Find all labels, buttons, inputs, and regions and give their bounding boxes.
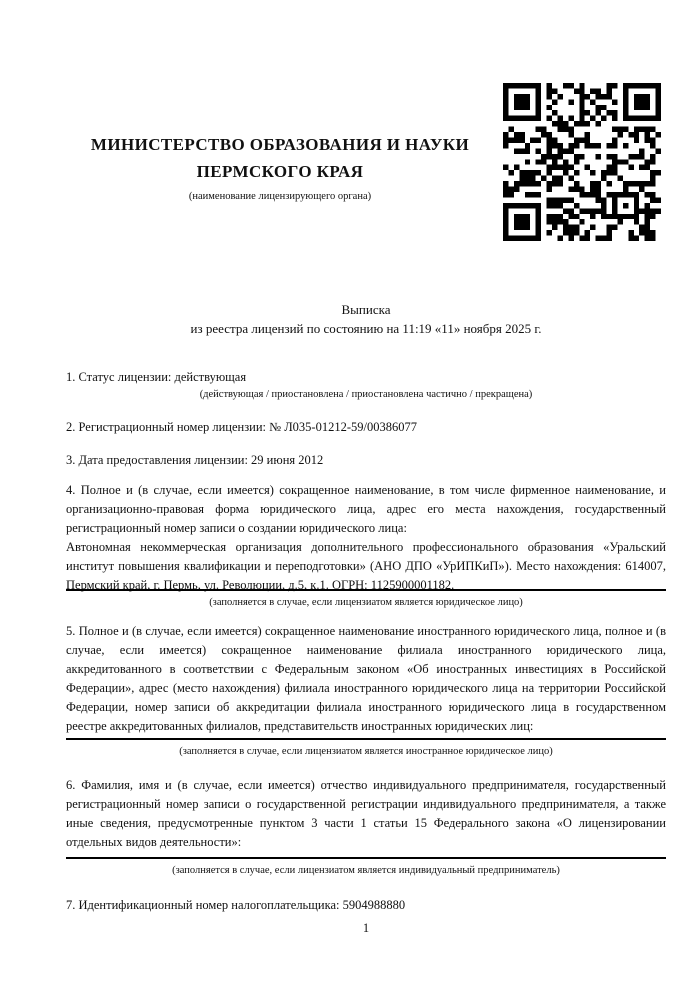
taxpayer-id-line: 7. Идентификационный номер налогоплательщика: 5904988880: [66, 898, 406, 912]
ministry-name-line1: МИНИСТЕРСТВО ОБРАЗОВАНИЯ И НАУКИ: [90, 135, 470, 154]
foreign-entity-question: 5. Полное и (в случае, если имеется) сокращенное наименование иностранного юридического лица, полное и (в случае, если имеется) сокращенное наименование филиала иностранного юридического лица, аккредитованного в соответствии с Федеральным законом «Об иностранных инвестициях в Российской Федерации», адрес (место нахождения) филиала иностранного юридического лица на территории Российской Федерации, номер записи об аккредитации филиала иностранного юридического лица в государственном реестре аккредитованных филиалов, представительств иностранных юридических лиц:: [66, 624, 666, 733]
ministry-name: [60, 131, 500, 185]
document-title-block: [66, 300, 666, 338]
document-title: Выписка: [341, 302, 391, 317]
entrepreneur-caption: (заполняется в случае, если лицензиатом является индивидуальный предприниматель): [172, 865, 560, 876]
registration-number-line: 2. Регистрационный номер лицензии: № Л035-01212-59/00386077: [66, 420, 417, 434]
document-subtitle: из реестра лицензий по состоянию на 11:19 «11» ноября 2025 г.: [190, 321, 542, 336]
legal-entity-answer: Автономная некоммерческая организация дополнительного профессионального образования «Уральский институт повышения квалификации и переподготовки» (АНО ДПО «УрИПКиП»). Место нахождения: 614007, Пермский край, г. Пермь, ул. Революции, д.5, к.1. ОГРН: 1125900001182.: [66, 540, 666, 592]
foreign-entity-fill-line: [66, 738, 666, 740]
page-number: 1: [362, 921, 370, 935]
status-options-caption: (действующая / приостановлена / приостановлена частично / прекращена): [199, 389, 533, 400]
foreign-entity-caption: (заполняется в случае, если лицензиатом является иностранное юридическое лицо): [179, 746, 553, 757]
ministry-name-line2: ПЕРМСКОГО КРАЯ: [196, 162, 364, 181]
legal-entity-caption: (заполняется в случае, если лицензиатом является юридическое лицо): [209, 597, 523, 608]
license-status-line: 1. Статус лицензии: действующая: [66, 370, 247, 384]
legal-entity-fill-line: [66, 589, 666, 591]
entrepreneur-question: 6. Фамилия, имя и (в случае, если имеется) отчество индивидуального предпринимателя, государственный регистрационный номер записи о государственной регистрации индивидуального предпринимателя, а также иные сведения, предусмотренные пунктом 3 части 1 статьи 15 Федерального закона «О лицензировании отдельных видов деятельности»:: [66, 778, 666, 849]
qr-code: [503, 83, 661, 241]
header-block: [60, 131, 500, 203]
licensing-authority-caption: (наименование лицензирующего органа): [188, 191, 372, 202]
legal-entity-question: 4. Полное и (в случае, если имеется) сокращенное наименование, в том числе фирменное наименование, и организационно-правовая форма юридического лица, адрес его места нахождения, государственный регистрационный номер записи о создании юридического лица:: [66, 483, 666, 535]
grant-date-line: 3. Дата предоставления лицензии: 29 июня 2012: [66, 453, 324, 467]
entrepreneur-fill-line: [66, 857, 666, 859]
